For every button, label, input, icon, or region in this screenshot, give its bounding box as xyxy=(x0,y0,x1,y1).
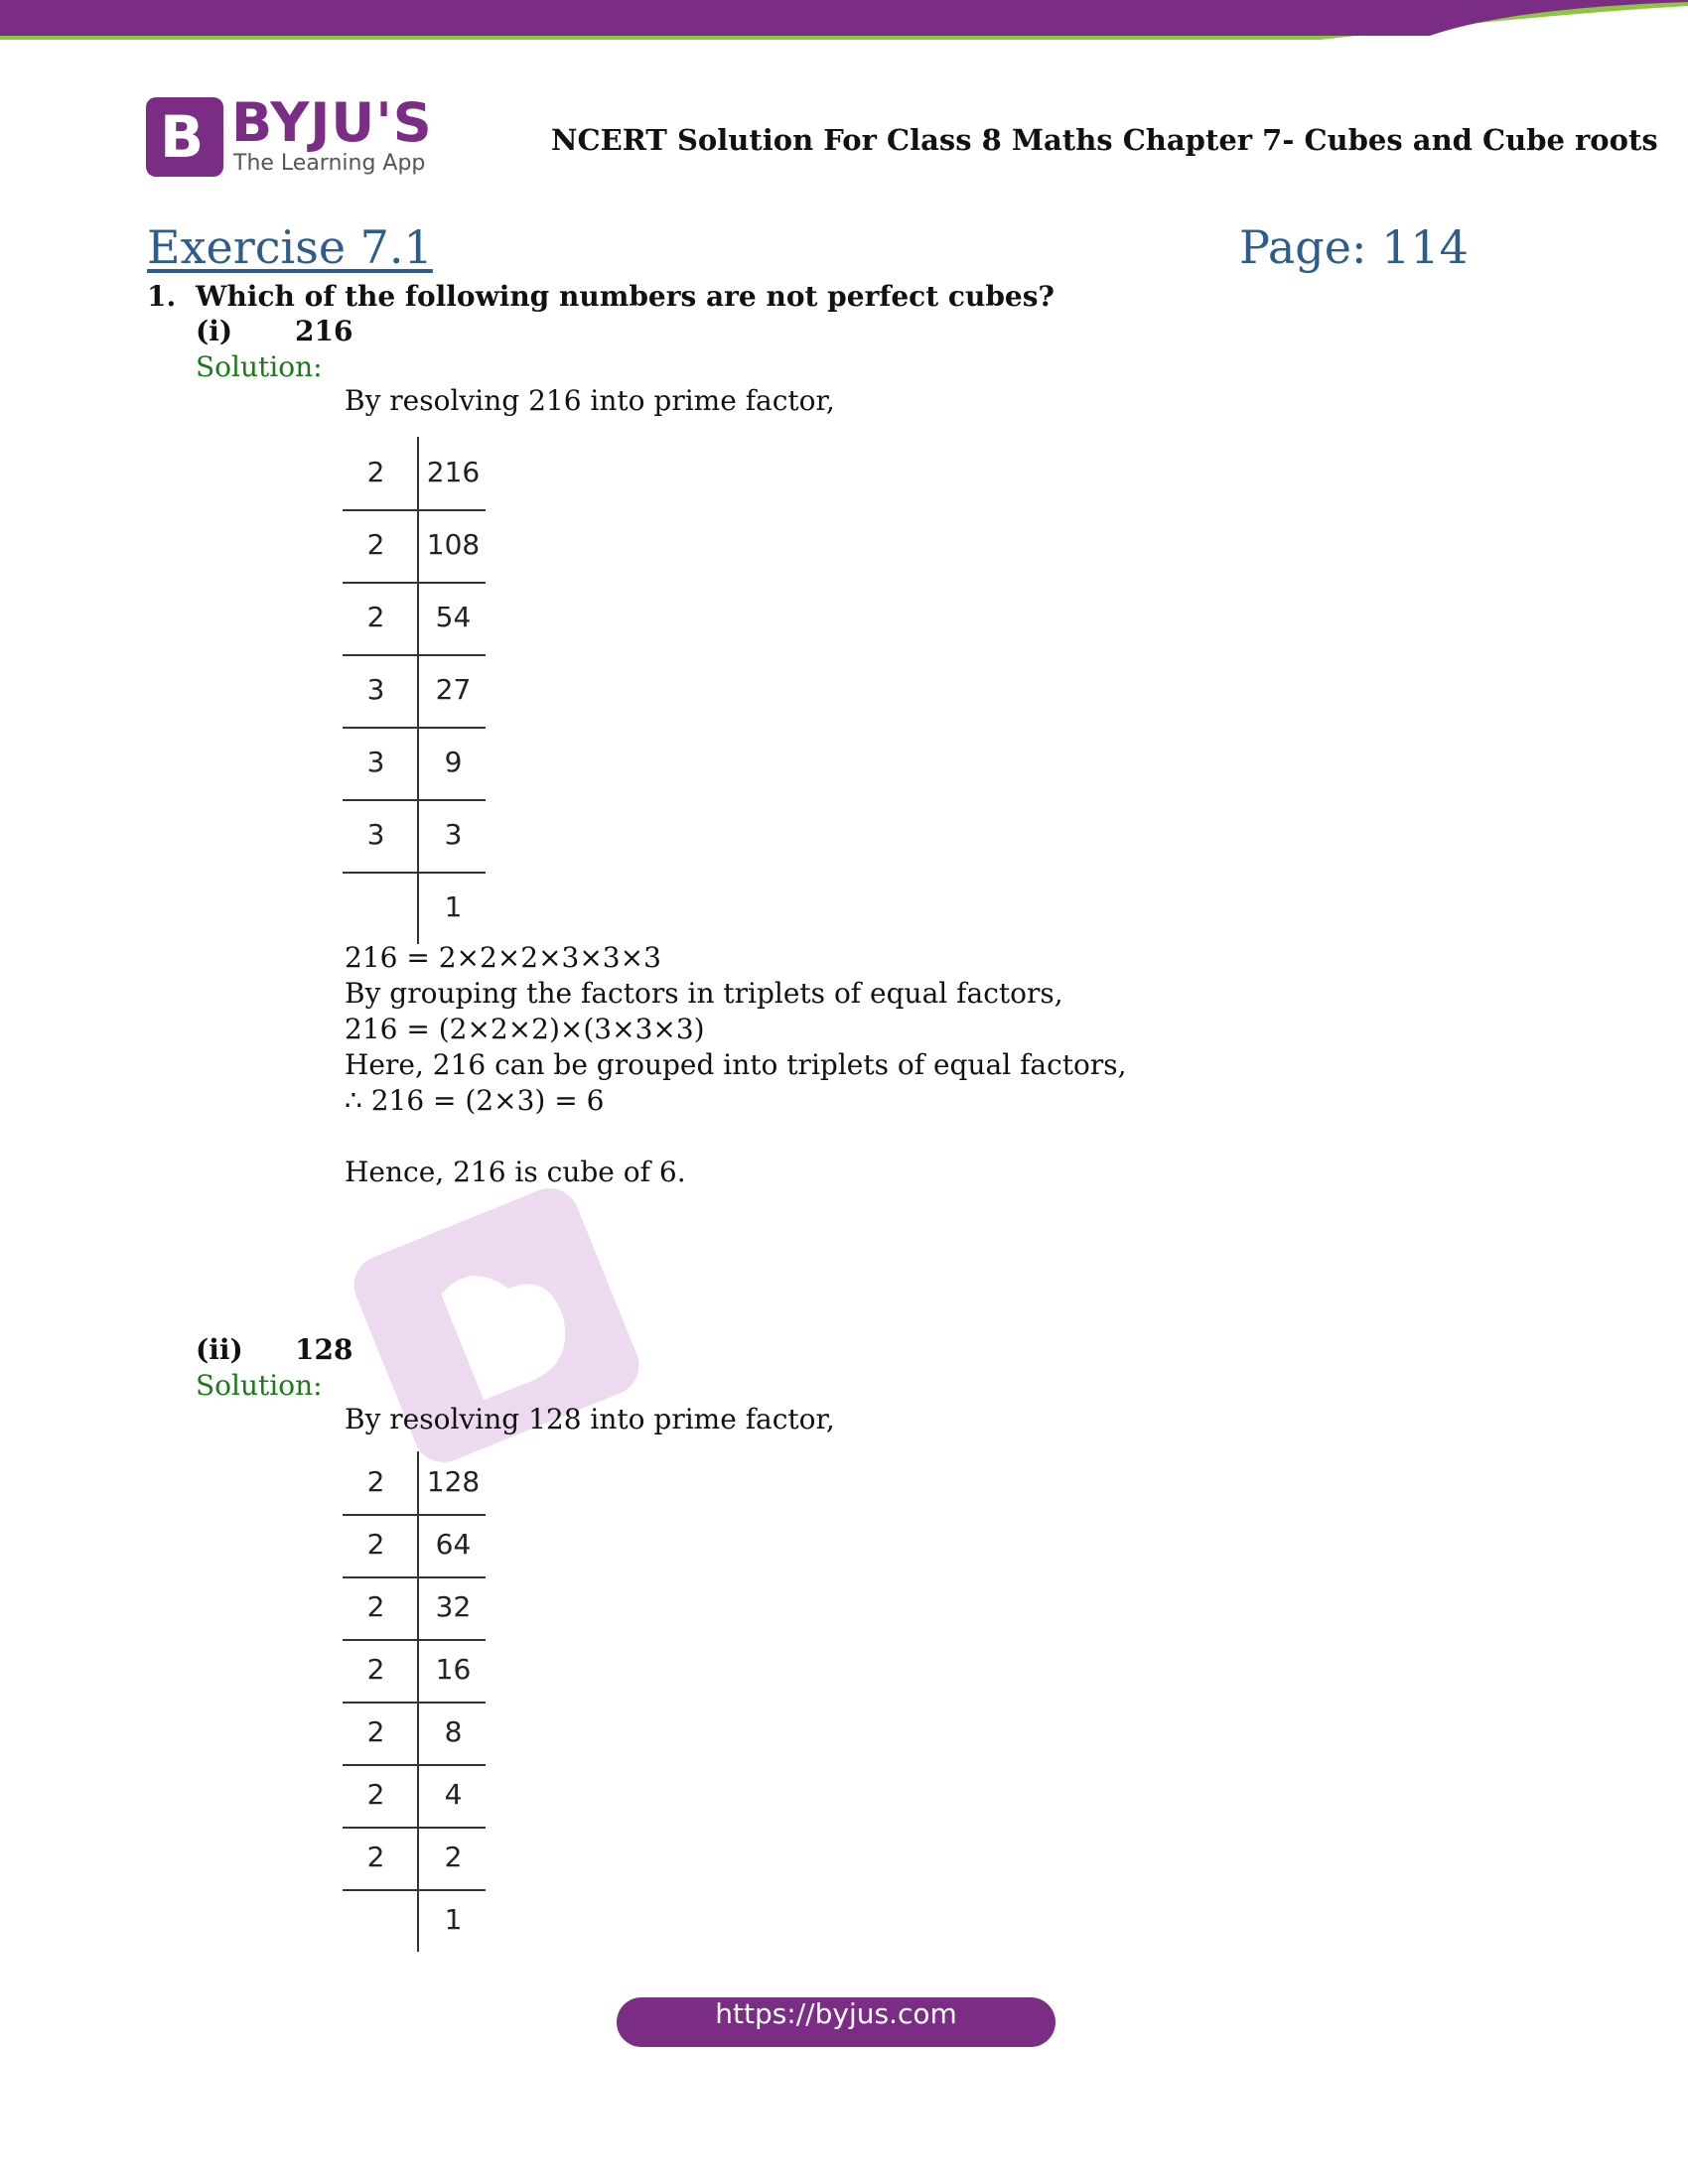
question-number: 1. xyxy=(147,280,177,313)
prime-factor-table xyxy=(343,437,492,944)
dividend-cell: 16 xyxy=(435,1652,472,1686)
table-row-rule xyxy=(343,1639,486,1641)
solution-step: ∴ 216 = (2×3) = 6 xyxy=(345,1084,605,1117)
question-text: Which of the following numbers are not perfect cubes? xyxy=(196,280,1055,313)
solution-label: Solution: xyxy=(196,350,323,383)
header-band xyxy=(0,0,1688,60)
logo-brand-text: BYJU'S xyxy=(231,91,433,154)
table-row-rule xyxy=(343,799,486,801)
table-row-rule xyxy=(343,582,486,584)
table-row-rule xyxy=(343,1827,486,1829)
divisor-cell: 2 xyxy=(366,1652,385,1686)
divisor-cell: 2 xyxy=(366,1840,385,1873)
solution-step: By grouping the factors in triplets of equal factors, xyxy=(345,977,1063,1010)
dividend-cell: 1 xyxy=(444,889,463,923)
dividend-cell: 8 xyxy=(444,1714,463,1748)
table-row-rule xyxy=(343,727,486,729)
logo-mark-icon: B xyxy=(146,97,223,177)
table-row-rule xyxy=(343,654,486,656)
table-row-rule xyxy=(343,1764,486,1766)
table-row-rule xyxy=(343,1702,486,1704)
dividend-cell: 2 xyxy=(444,1840,463,1873)
dividend-cell: 128 xyxy=(426,1464,481,1498)
solution-step: 216 = (2×2×2)×(3×3×3) xyxy=(345,1013,705,1045)
byjus-logo xyxy=(146,91,434,179)
solution-step: 216 = 2×2×2×3×3×3 xyxy=(345,941,661,974)
dividend-cell: 54 xyxy=(435,600,472,633)
divisor-cell: 2 xyxy=(366,455,385,488)
dividend-cell: 3 xyxy=(444,817,463,851)
prime-factor-table xyxy=(343,1451,492,1952)
dividend-cell: 27 xyxy=(435,672,472,706)
part-label: (i) xyxy=(196,315,233,347)
divisor-cell: 2 xyxy=(366,1464,385,1498)
divisor-cell: 2 xyxy=(366,600,385,633)
logo-tagline: The Learning App xyxy=(233,151,426,176)
solution-conclusion: Hence, 216 is cube of 6. xyxy=(345,1156,686,1188)
divisor-cell: 2 xyxy=(366,1589,385,1623)
table-row-rule xyxy=(343,1514,486,1516)
table-vertical-rule xyxy=(417,437,419,944)
exercise-heading: Exercise 7.1 xyxy=(147,220,433,274)
table-row-rule xyxy=(343,1889,486,1891)
divisor-cell: 2 xyxy=(366,1777,385,1811)
solution-step: Here, 216 can be grouped into triplets of equal factors, xyxy=(345,1048,1127,1081)
solution-intro: By resolving 128 into prime factor, xyxy=(345,1403,835,1435)
dividend-cell: 216 xyxy=(426,455,481,488)
solution-intro: By resolving 216 into prime factor, xyxy=(345,384,835,417)
table-row-rule xyxy=(343,872,486,874)
dividend-cell: 1 xyxy=(444,1902,463,1936)
dividend-cell: 108 xyxy=(426,527,481,561)
divisor-cell: 2 xyxy=(366,1527,385,1561)
dividend-cell: 9 xyxy=(444,745,463,778)
page-number: Page: 114 xyxy=(1239,220,1469,274)
part-value: 128 xyxy=(295,1333,353,1366)
part-label: (ii) xyxy=(196,1333,243,1366)
document-title: NCERT Solution For Class 8 Maths Chapter 7- Cubes and Cube roots xyxy=(551,123,1658,157)
table-row-rule xyxy=(343,509,486,511)
divisor-cell: 2 xyxy=(366,527,385,561)
divisor-cell: 2 xyxy=(366,1714,385,1748)
dividend-cell: 4 xyxy=(444,1777,463,1811)
part-value: 216 xyxy=(295,315,353,347)
table-row-rule xyxy=(343,1576,486,1578)
footer-url-button[interactable] xyxy=(617,1997,1055,2047)
divisor-cell: 3 xyxy=(366,672,385,706)
divisor-cell: 3 xyxy=(366,745,385,778)
dividend-cell: 32 xyxy=(435,1589,472,1623)
solution-label: Solution: xyxy=(196,1369,323,1402)
footer-url-text: https://byjus.com xyxy=(715,1997,957,2030)
dividend-cell: 64 xyxy=(435,1527,472,1561)
divisor-cell: 3 xyxy=(366,817,385,851)
